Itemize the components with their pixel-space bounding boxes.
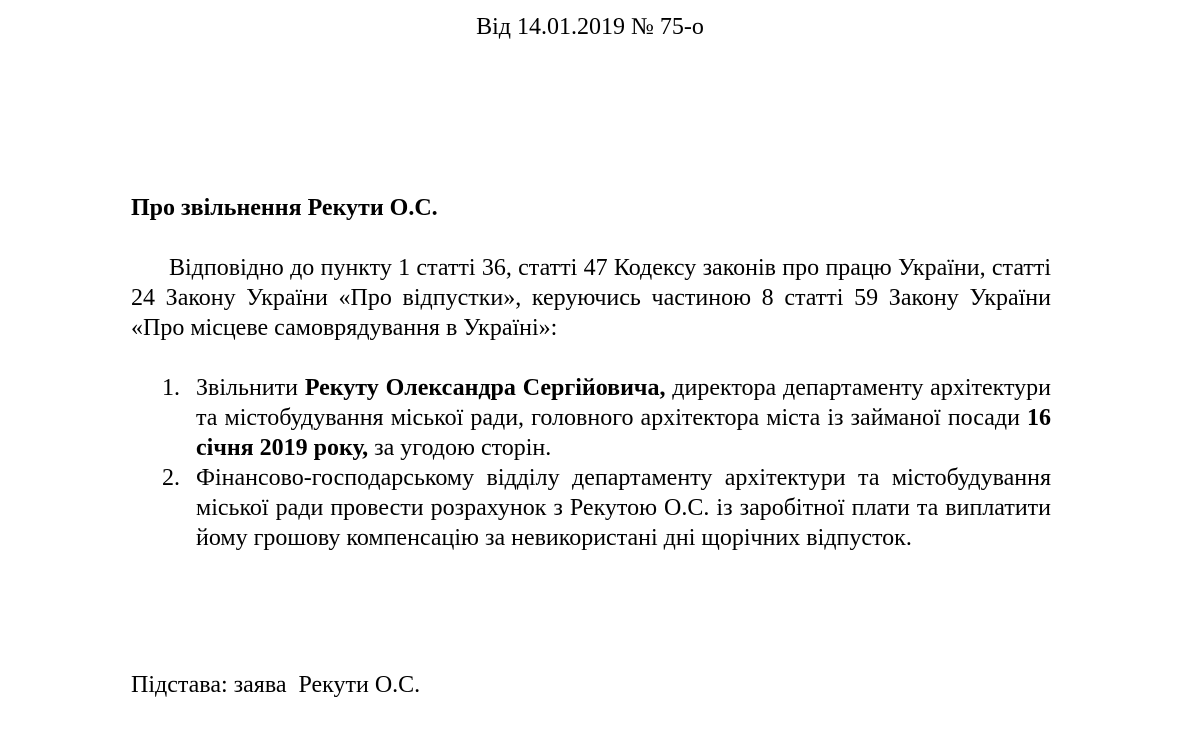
employee-name: Рекуту Олександра Сергійовича, [304,375,666,401]
preamble-paragraph: Відповідно до пункту 1 статті 36, статті 47 Кодексу законів про працю України, статті 24 Закону України «Про відпустки», керуючись частиною 8 статті 59 Закону України «Про місцеве самоврядування в Україні»: [131,255,1051,341]
order-item-1 [130,373,1051,463]
basis-line [131,670,420,700]
order-text: Фінансово-господарському відділу департаменту архітектури та містобудування міської ради провести розрахунок з Рекутою О.С. із заробітної плати та виплатити йому грошову компенсацію за невикористані дні щорічних відпусток. [196,465,1051,551]
order-list [130,373,1051,553]
basis-text: заява Рекути О.С. [227,672,421,698]
order-item-2 [130,463,1051,553]
basis-label: Підстава: [131,672,228,698]
order-number: 1. [162,375,180,401]
order-number: 2. [162,465,180,491]
order-text: директора департаменту архітектури та містобудування міської ради, головного архітектора міста із займаної посади [196,375,1052,431]
order-text: за угодою сторін. [368,435,552,461]
order-text: Звільнити [196,375,305,401]
document-date-number: Від 14.01.2019 № 75-о [476,14,704,40]
dismissal-date: 16 січня 2019 року, [196,405,1051,461]
document-title: Про звільнення Рекути О.С. [131,195,438,221]
